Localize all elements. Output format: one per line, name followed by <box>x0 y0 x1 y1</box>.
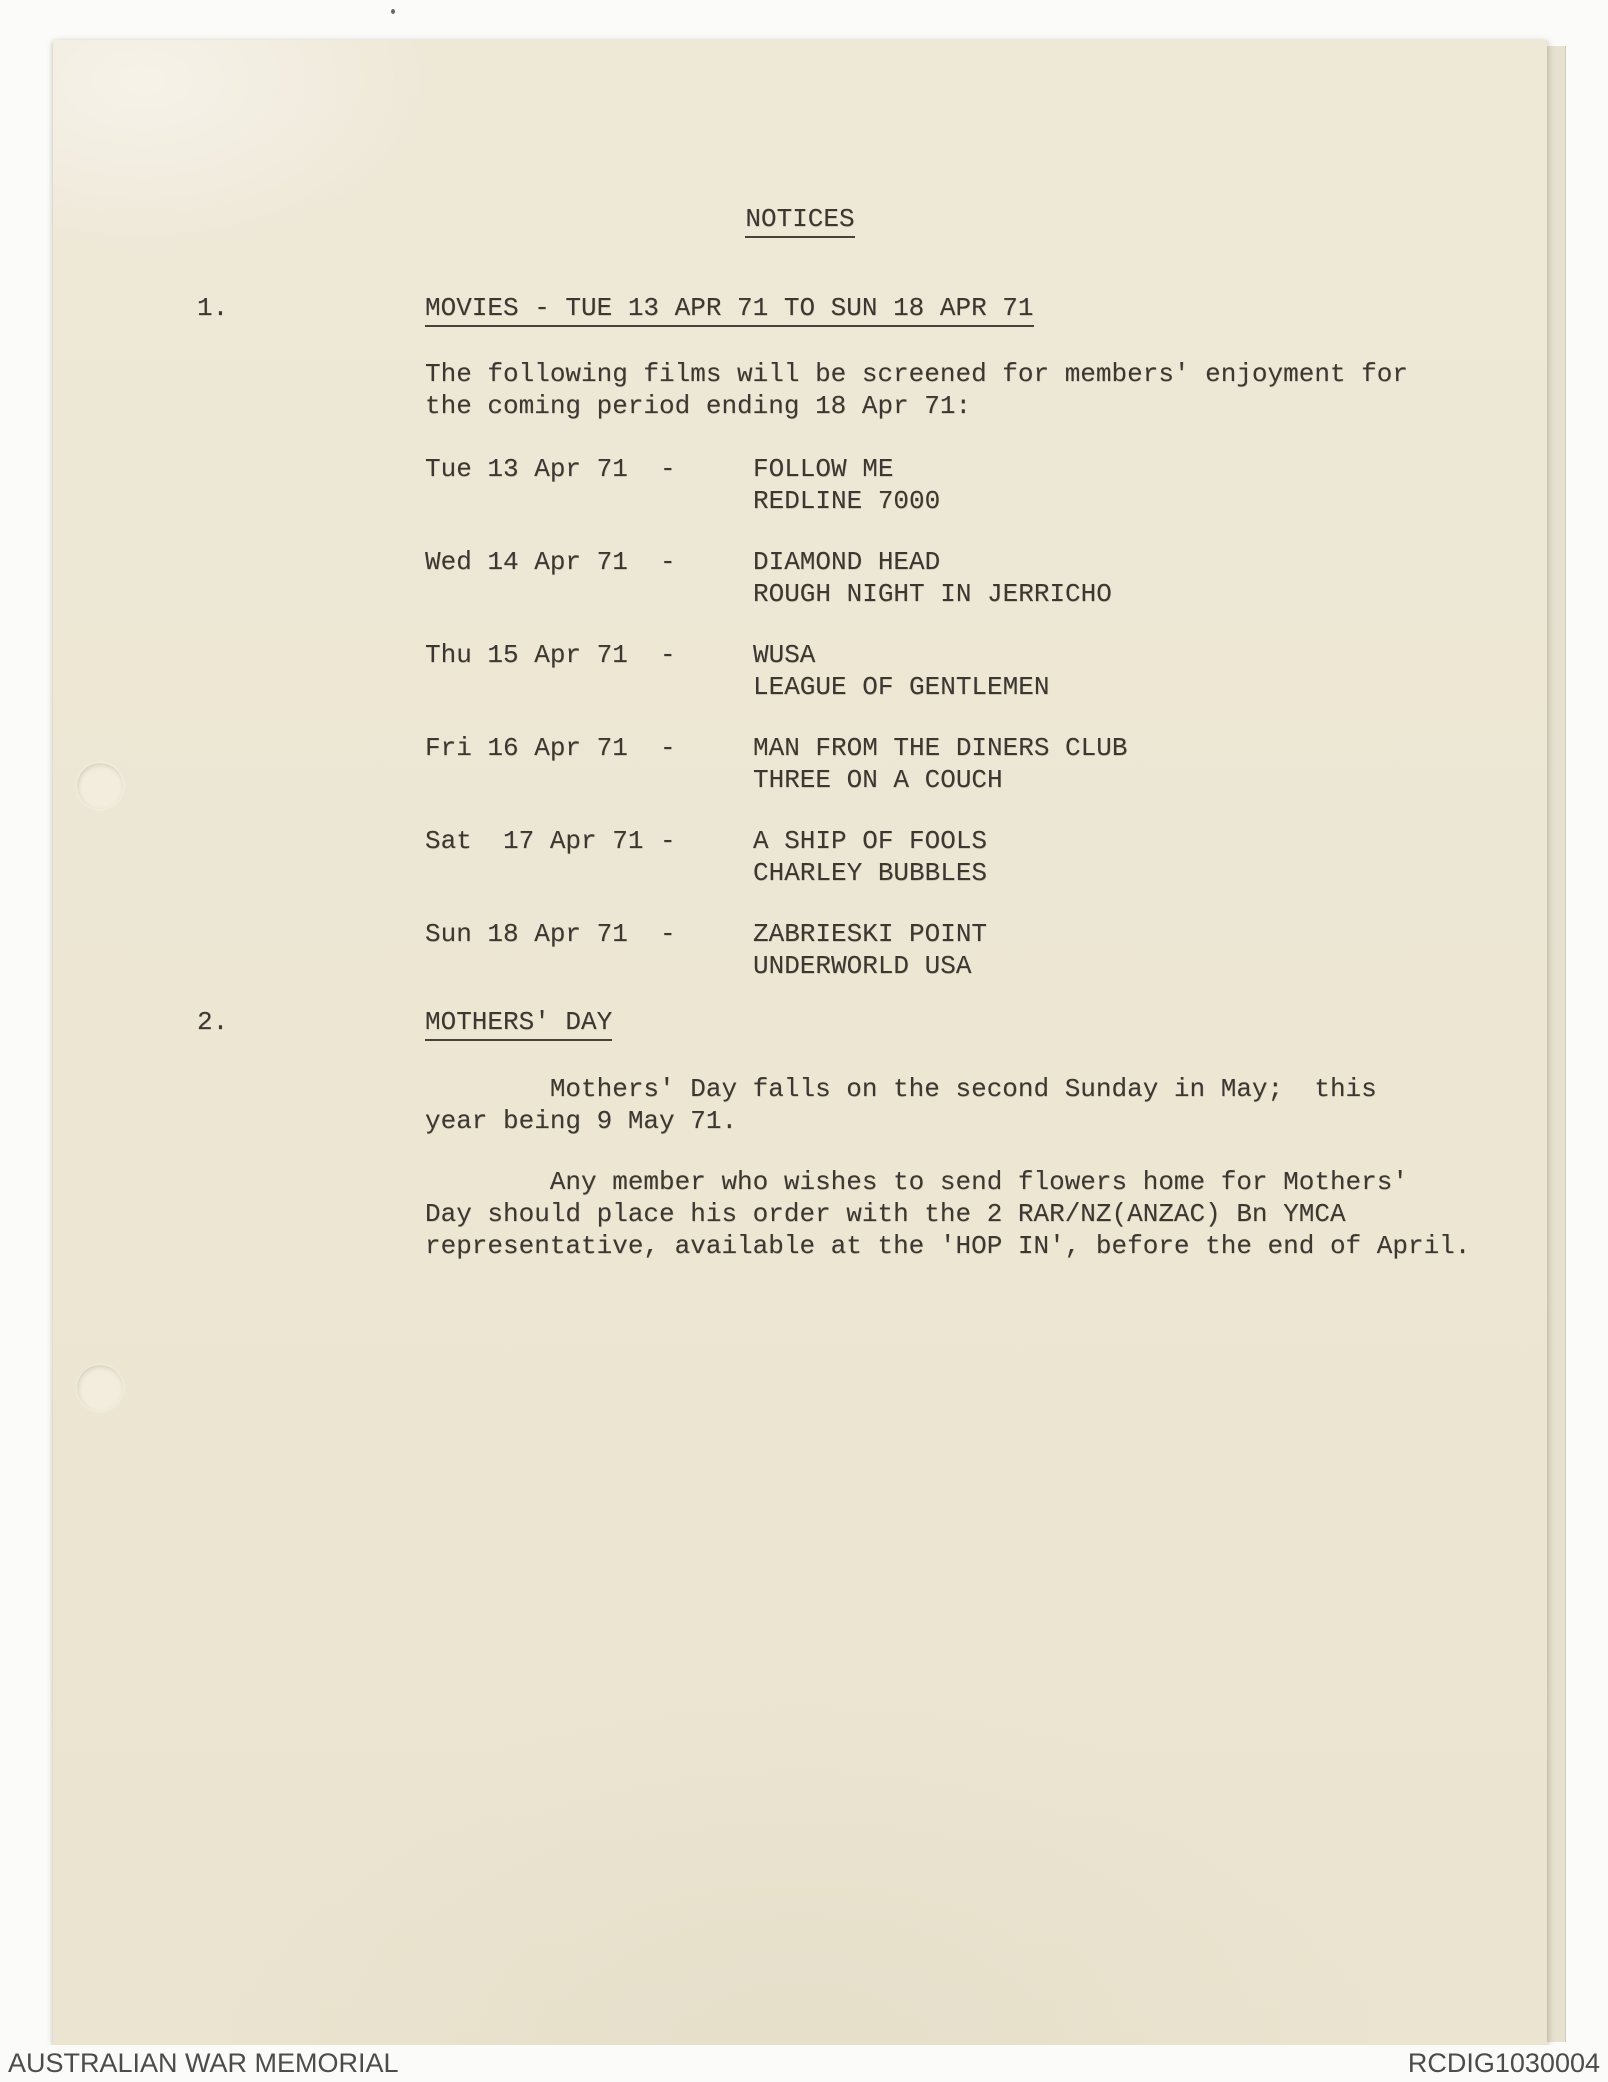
film-title: WUSA <box>753 640 816 670</box>
schedule-row <box>425 639 1127 703</box>
schedule-day: Thu 15 Apr 71 <box>425 640 628 670</box>
schedule-day: Sun 18 Apr 71 <box>425 919 628 949</box>
schedule-films <box>753 825 987 889</box>
section-1-number: 1. <box>197 293 229 323</box>
section-1-intro <box>425 358 1408 422</box>
film-title: MAN FROM THE DINERS CLUB <box>753 733 1128 763</box>
film-title: UNDERWORLD USA <box>753 951 972 981</box>
paragraph-line: Day should place his order with the 2 RAR/NZ(ANZAC) Bn YMCA <box>425 1199 1346 1229</box>
section-2-number: 2. <box>197 1007 229 1037</box>
film-title: FOLLOW ME <box>753 454 894 484</box>
film-title: THREE ON A COUCH <box>753 765 1003 795</box>
schedule-row <box>425 825 1127 889</box>
page-title <box>53 203 1547 238</box>
section-1-heading <box>425 292 1034 327</box>
paragraph-line: year being 9 May 71. <box>425 1106 738 1136</box>
schedule-day: Tue 13 Apr 71 <box>425 454 628 484</box>
schedule-dash: - <box>660 733 676 763</box>
schedule-dash: - <box>660 640 676 670</box>
film-title: DIAMOND HEAD <box>753 547 941 577</box>
schedule-row <box>425 453 1127 517</box>
schedule-dash: - <box>660 454 676 484</box>
schedule-films <box>753 453 940 517</box>
schedule-row <box>425 918 1127 982</box>
film-title: ROUGH NIGHT IN JERRICHO <box>753 579 1112 609</box>
mothers-day-paragraph-1 <box>425 1073 1377 1137</box>
schedule-dash: - <box>660 547 676 577</box>
schedule-films <box>753 918 987 982</box>
paragraph-line: representative, available at the 'HOP IN', before the end of April. <box>425 1231 1471 1261</box>
schedule-dash: - <box>660 826 676 856</box>
schedule-dash: - <box>660 919 676 949</box>
punch-hole-bottom <box>77 1365 123 1411</box>
scan-artifact-speck <box>391 9 395 14</box>
schedule-day: Sat 17 Apr 71 <box>425 826 644 856</box>
schedule-films <box>753 732 1127 796</box>
page-title-text: NOTICES <box>745 203 854 238</box>
schedule-row <box>425 546 1127 610</box>
section-2-heading-text: MOTHERS' DAY <box>425 1006 612 1041</box>
archive-institution-label: AUSTRALIAN WAR MEMORIAL <box>8 2048 399 2078</box>
document-page <box>53 40 1547 2045</box>
movie-schedule <box>425 453 1127 1011</box>
film-title: A SHIP OF FOOLS <box>753 826 988 856</box>
archive-footer <box>0 2045 1608 2082</box>
intro-line: The following films will be screened for members' enjoyment for <box>425 359 1408 389</box>
schedule-day: Fri 16 Apr 71 <box>425 733 628 763</box>
mothers-day-paragraph-2 <box>425 1166 1470 1262</box>
film-title: LEAGUE OF GENTLEMEN <box>753 672 1050 702</box>
schedule-row <box>425 732 1127 796</box>
film-title: CHARLEY BUBBLES <box>753 858 988 888</box>
section-1-heading-text: MOVIES - TUE 13 APR 71 TO SUN 18 APR 71 <box>425 292 1034 327</box>
film-title: REDLINE 7000 <box>753 486 941 516</box>
section-2-heading <box>425 1006 612 1041</box>
paragraph-line: Any member who wishes to send flowers home for Mothers' <box>425 1167 1408 1197</box>
schedule-films <box>753 546 1112 610</box>
schedule-day: Wed 14 Apr 71 <box>425 547 628 577</box>
archive-reference-id: RCDIG1030004 <box>1407 2048 1600 2078</box>
schedule-films <box>753 639 1049 703</box>
punch-hole-top <box>77 763 123 809</box>
film-title: ZABRIESKI POINT <box>753 919 988 949</box>
paragraph-line: Mothers' Day falls on the second Sunday in May; this <box>425 1074 1377 1104</box>
intro-line: the coming period ending 18 Apr 71: <box>425 391 972 421</box>
